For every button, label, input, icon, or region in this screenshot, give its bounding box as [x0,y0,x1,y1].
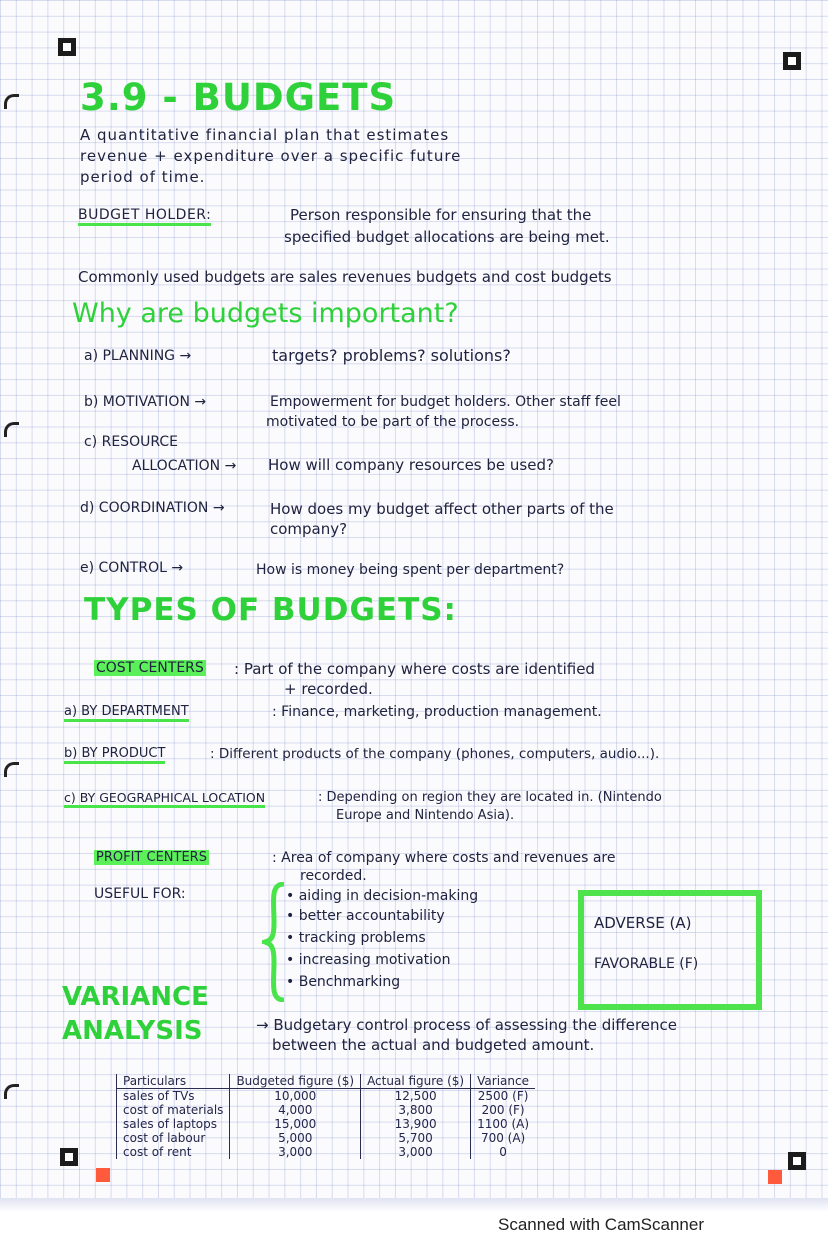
page-edge [0,1198,828,1212]
variance-heading: ANALYSIS [62,1016,203,1046]
reason-text: How does my budget affect other parts of the [270,500,614,518]
useful-for-item: • better accountability [286,908,445,924]
table-cell: 5,000 [230,1131,361,1145]
binder-ring-icon [4,762,19,777]
table-row [117,1131,536,1145]
reason-label: ALLOCATION → [132,458,237,474]
table-cell: 3,000 [361,1145,471,1159]
cost-centers-label: COST CENTERS [96,660,204,676]
corner-marker-icon [788,1152,806,1170]
variance-definition: between the actual and budgeted amount. [272,1036,595,1054]
table-cell: 700 (A) [471,1131,535,1145]
budget-holder-text: Person responsible for ensuring that the [290,206,592,224]
table-row [117,1117,536,1131]
table-cell: 0 [471,1145,535,1159]
definition-line: A quantitative financial plan that estimates [80,126,450,144]
legend-favorable: FAVORABLE (F) [594,956,699,972]
budget-holder-text: specified budget allocations are being met. [284,228,610,246]
reason-label: b) MOTIVATION → [84,394,207,410]
cost-center-type-text: : Different products of the company (phones, computers, audio...). [210,746,660,762]
table-cell: sales of TVs [117,1089,230,1104]
reason-text: company? [270,520,348,538]
brace-icon [262,882,286,1002]
column-header: Budgeted figure ($) [230,1074,361,1089]
table-row [117,1103,536,1117]
cost-center-type-text: Europe and Nintendo Asia). [336,808,515,823]
table-cell: cost of labour [117,1131,230,1145]
column-header: Particulars [117,1074,230,1089]
budget-holder-label: BUDGET HOLDER: [78,207,211,226]
page-title: 3.9 - BUDGETS [80,76,397,119]
variance-heading: VARIANCE [62,982,209,1012]
footer [0,1212,828,1242]
red-tab-icon [96,1168,110,1182]
useful-for-item: • aiding in decision-making [286,888,479,904]
reason-label: e) CONTROL → [80,560,184,576]
legend-adverse: ADVERSE (A) [594,914,692,932]
table-cell: cost of materials [117,1103,230,1117]
scanner-watermark: Scanned with CamScanner [498,1215,705,1234]
table-header-row [117,1074,536,1089]
binder-ring-icon [4,1084,19,1099]
variance-legend-box [578,890,762,1010]
table-cell: 5,700 [361,1131,471,1145]
cost-centers-text: : Part of the company where costs are identified [234,660,595,678]
cost-center-type-label: c) BY GEOGRAPHICAL LOCATION [64,790,265,808]
cost-center-type-text: : Finance, marketing, production management. [272,704,602,720]
table-cell: 12,500 [361,1089,471,1104]
useful-for-item: • tracking problems [286,930,426,946]
cost-center-type-label: a) BY DEPARTMENT [64,704,189,722]
commonly-used-text: Commonly used budgets are sales revenues budgets and cost budgets [78,268,612,286]
cost-center-type-text: : Depending on region they are located in. (Nintendo [318,790,662,805]
table-cell: 200 (F) [471,1103,535,1117]
table-cell: 3,000 [230,1145,361,1159]
definition-line: revenue + expenditure over a specific future [80,147,462,165]
cost-centers-text: + recorded. [284,680,373,698]
reason-text: motivated to be part of the process. [266,414,520,430]
section-heading: TYPES OF BUDGETS: [84,592,457,628]
table-cell: 10,000 [230,1089,361,1104]
column-header: Variance [471,1074,535,1089]
binder-ring-icon [4,94,19,109]
corner-marker-icon [783,52,801,70]
useful-for-label: USEFUL FOR: [94,886,186,902]
reason-label: c) RESOURCE [84,434,178,450]
definition-line: period of time. [80,168,206,186]
profit-centers-text: recorded. [300,868,367,884]
reason-text: How is money being spent per department? [256,562,565,578]
reason-text: How will company resources be used? [268,456,554,474]
table-cell: 4,000 [230,1103,361,1117]
table-cell: 2500 (F) [471,1089,535,1104]
table-cell: 3,800 [361,1103,471,1117]
table-cell: 13,900 [361,1117,471,1131]
column-header: Actual figure ($) [361,1074,471,1089]
table-cell: cost of rent [117,1145,230,1159]
profit-centers-label: PROFIT CENTERS [96,850,207,865]
variance-table [116,1074,535,1159]
binder-ring-icon [4,422,19,437]
cost-center-type-label: b) BY PRODUCT [64,746,165,764]
useful-for-item: • increasing motivation [286,952,451,968]
red-tab-icon [768,1170,782,1184]
reason-text: targets? problems? solutions? [272,346,511,365]
profit-centers-text: : Area of company where costs and revenues are [272,850,616,866]
table-row [117,1145,536,1159]
useful-for-item: • Benchmarking [286,974,401,990]
corner-marker-icon [60,1148,78,1166]
reason-text: Empowerment for budget holders. Other staff feel [270,394,621,410]
reason-label: d) COORDINATION → [80,500,225,516]
section-heading: Why are budgets important? [72,298,459,329]
corner-marker-icon [58,38,76,56]
table-cell: sales of laptops [117,1117,230,1131]
table-cell: 1100 (A) [471,1117,535,1131]
table-cell: 15,000 [230,1117,361,1131]
table-row [117,1089,536,1104]
reason-label: a) PLANNING → [84,348,192,364]
variance-definition: → Budgetary control process of assessing the difference [256,1016,678,1034]
